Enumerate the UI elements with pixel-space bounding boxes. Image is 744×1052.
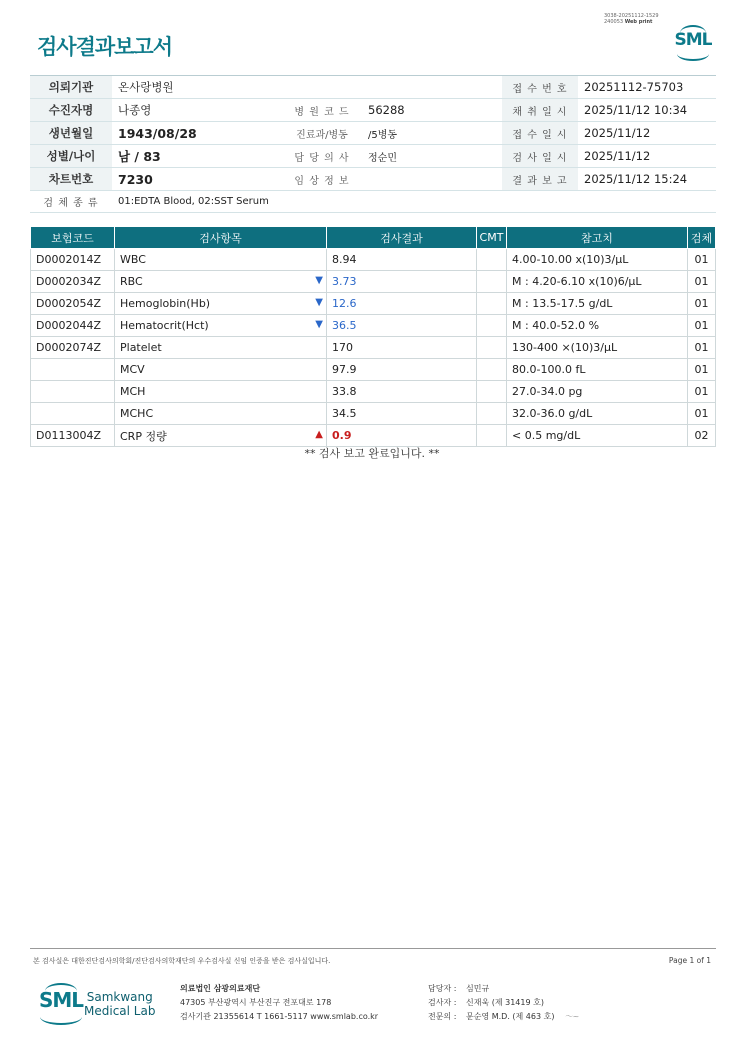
brand-name: Samkwang Medical Lab [84, 990, 156, 1018]
test-item-cell [115, 359, 327, 381]
insurance-code-cell [31, 381, 115, 403]
specimen-cell: 01 [688, 293, 716, 315]
sml-footer-logo: SML [37, 983, 85, 1027]
header-specimen: 검체 [688, 227, 716, 249]
value-test-date: 2025/11/12 [578, 145, 716, 168]
value-patient: 나종영 [112, 99, 282, 122]
table-row [31, 271, 716, 293]
value-clinical [362, 168, 502, 191]
specimen-cell: 01 [688, 271, 716, 293]
label-chart: 차트번호 [30, 168, 112, 191]
cmt-cell [477, 293, 507, 315]
table-row [31, 293, 716, 315]
test-item-cell [115, 315, 327, 337]
value-doctor: 정순민 [362, 145, 502, 168]
accreditation-note: 본 검사실은 대한진단검사의학회/진단검사의학재단의 우수검사실 신임 인증을 받은 검사실입니다. [33, 957, 331, 965]
label-clinical: 임 상 정 보 [282, 168, 362, 191]
result-cell: 12.6 [327, 293, 477, 315]
value-sex-age: 남 / 83 [112, 145, 282, 168]
label-birth: 생년월일 [30, 122, 112, 145]
test-item-cell [115, 403, 327, 425]
test-item-label: MCV [120, 363, 145, 376]
page-title: 검사결과보고서 [37, 35, 173, 59]
label-hospital: 의뢰기관 [30, 76, 112, 99]
label-test-date: 검 사 일 시 [502, 145, 578, 168]
low-flag-icon: ▼ [315, 319, 323, 330]
patient-info-table [30, 75, 716, 213]
header-code: 보험코드 [31, 227, 115, 249]
test-item-label: WBC [120, 253, 146, 266]
label-collect: 채 취 일 시 [502, 99, 578, 122]
test-item-label: RBC [120, 275, 143, 288]
high-flag-icon: ▲ [315, 429, 323, 440]
header-item: 검사항목 [115, 227, 327, 249]
value-receipt-no: 20251112-75703 [578, 76, 716, 99]
insurance-code-cell [31, 359, 115, 381]
value-receipt-date: 2025/11/12 [578, 122, 716, 145]
result-cell: 170 [327, 337, 477, 359]
label-dept: 진료과/병동 [282, 122, 362, 145]
cmt-cell [477, 425, 507, 447]
insurance-code-cell [31, 403, 115, 425]
result-cell: 34.5 [327, 403, 477, 425]
value-collect: 2025/11/12 10:34 [578, 99, 716, 122]
specimen-cell: 01 [688, 381, 716, 403]
test-item-label: Platelet [120, 341, 162, 354]
table-row [31, 315, 716, 337]
cmt-cell [477, 315, 507, 337]
label-receipt-no: 접 수 번 호 [502, 76, 578, 99]
signature: 〜~ [564, 1012, 580, 1021]
reference-cell: M : 13.5-17.5 g/dL [507, 293, 688, 315]
table-row [31, 359, 716, 381]
specimen-cell: 01 [688, 249, 716, 271]
staff-info: 담당자 : 심민규 검사자 : 신재욱 (제 31419 호) 전문의 : 문순영 M.D. (제 463 호) 〜~ [428, 984, 580, 1021]
reference-cell: 80.0-100.0 fL [507, 359, 688, 381]
label-sex-age: 성별/나이 [30, 145, 112, 168]
result-cell: 97.9 [327, 359, 477, 381]
cmt-cell [477, 271, 507, 293]
cmt-cell [477, 337, 507, 359]
test-item-cell [115, 271, 327, 293]
value-chart: 7230 [112, 168, 282, 191]
cmt-cell [477, 249, 507, 271]
low-flag-icon: ▼ [315, 275, 323, 286]
reference-cell: M : 4.20-6.10 x(10)6/μL [507, 271, 688, 293]
report-complete-text: ** 검사 보고 완료입니다. ** [304, 447, 440, 460]
table-row [31, 337, 716, 359]
test-item-label: MCH [120, 385, 146, 398]
value-hospital-code: 56288 [362, 99, 502, 122]
insurance-code-cell: D0002054Z [31, 293, 115, 315]
insurance-code-cell: D0002074Z [31, 337, 115, 359]
header-cmt: CMT [477, 227, 507, 249]
specimen-cell: 01 [688, 315, 716, 337]
test-item-label: CRP 정량 [120, 429, 167, 443]
reference-cell: 4.00-10.00 x(10)3/μL [507, 249, 688, 271]
footer-divider [30, 948, 716, 949]
reference-cell: 32.0-36.0 g/dL [507, 403, 688, 425]
insurance-code-cell: D0113004Z [31, 425, 115, 447]
document-code: 3038-20251112-1529 240053 Web print [604, 13, 659, 25]
specimen-cell: 01 [688, 337, 716, 359]
reference-cell: 27.0-34.0 pg [507, 381, 688, 403]
label-report: 결 과 보 고 [502, 168, 578, 191]
table-row [31, 403, 716, 425]
result-cell: 8.94 [327, 249, 477, 271]
header-reference: 참고치 [507, 227, 688, 249]
test-item-cell [115, 425, 327, 447]
insurance-code-cell: D0002014Z [31, 249, 115, 271]
cmt-cell [477, 359, 507, 381]
organization-info: 의료법인 삼광의료재단 47305 부산광역시 부산진구 전포대로 178 검사기관 21355614 T 1661-5117 www.smlab.co.kr [180, 984, 379, 1021]
value-specimen: 01:EDTA Blood, 02:SST Serum [112, 191, 716, 213]
header-result: 검사결과 [327, 227, 477, 249]
value-hospital: 온사랑병원 [112, 76, 502, 99]
value-report: 2025/11/12 15:24 [578, 168, 716, 191]
value-dept: /5병동 [362, 122, 502, 145]
test-item-label: Hematocrit(Hct) [120, 319, 209, 332]
label-hospital-code: 병 원 코 드 [282, 99, 362, 122]
label-specimen: 검 체 종 류 [30, 191, 112, 213]
result-cell: 36.5 [327, 315, 477, 337]
test-item-label: MCHC [120, 407, 154, 420]
specimen-cell: 01 [688, 359, 716, 381]
result-cell: 0.9 [327, 425, 477, 447]
label-doctor: 담 당 의 사 [282, 145, 362, 168]
specimen-cell: 01 [688, 403, 716, 425]
test-item-label: Hemoglobin(Hb) [120, 297, 211, 310]
insurance-code-cell: D0002044Z [31, 315, 115, 337]
result-cell: 33.8 [327, 381, 477, 403]
reference-cell: 130-400 ×(10)3/μL [507, 337, 688, 359]
reference-cell: M : 40.0-52.0 % [507, 315, 688, 337]
page-number: Page 1 of 1 [668, 956, 711, 965]
label-receipt-date: 접 수 일 시 [502, 122, 578, 145]
insurance-code-cell: D0002034Z [31, 271, 115, 293]
reference-cell: < 0.5 mg/dL [507, 425, 688, 447]
table-row [31, 249, 716, 271]
cmt-cell [477, 381, 507, 403]
sml-logo: SML [674, 27, 712, 61]
label-patient: 수진자명 [30, 99, 112, 122]
test-item-cell [115, 249, 327, 271]
value-birth: 1943/08/28 [112, 122, 282, 145]
low-flag-icon: ▼ [315, 297, 323, 308]
result-cell: 3.73 [327, 271, 477, 293]
test-item-cell [115, 337, 327, 359]
cmt-cell [477, 403, 507, 425]
specimen-cell: 02 [688, 425, 716, 447]
results-table [30, 226, 716, 447]
test-item-cell [115, 381, 327, 403]
table-row [31, 425, 716, 447]
test-item-cell [115, 293, 327, 315]
table-row [31, 381, 716, 403]
